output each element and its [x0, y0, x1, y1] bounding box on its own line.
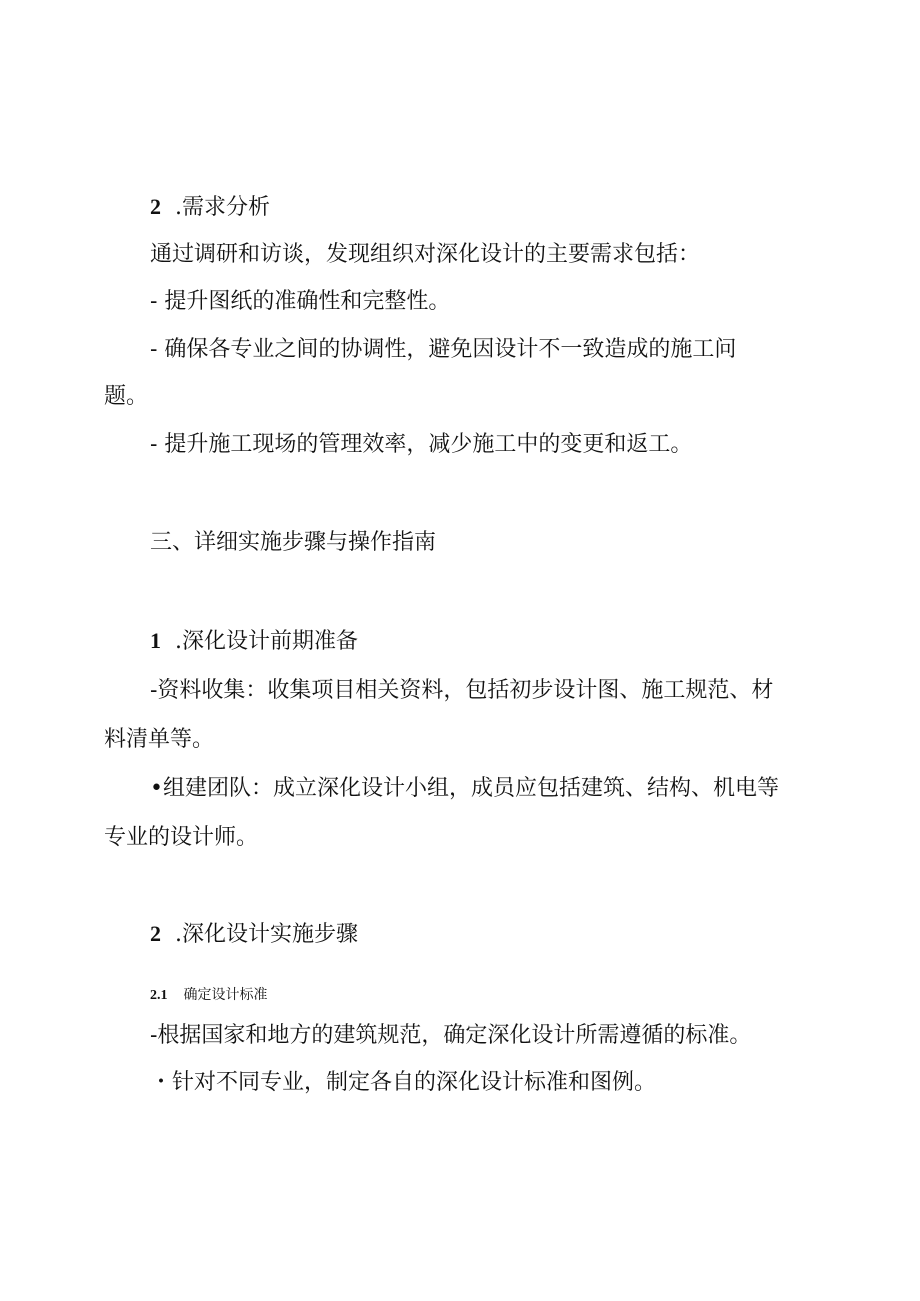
paragraph-line: -根据国家和地方的建筑规范，确定深化设计所需遵循的标准。	[150, 1023, 752, 1048]
step-title: .深化设计实施步骤	[175, 922, 358, 947]
paragraph-line-continuation: 专业的设计师。	[104, 825, 259, 850]
paragraph-intro: 通过调研和访谈，发现组织对深化设计的主要需求包括：	[150, 242, 701, 267]
paragraph-line-continuation: 料清单等。	[104, 727, 215, 752]
step-number: 2	[150, 921, 161, 946]
step-heading-preparation	[150, 627, 358, 656]
paragraph-line: -资料收集：收集项目相关资料，包括初步设计图、施工规范、材	[150, 678, 774, 703]
chapter-heading: 三、详细实施步骤与操作指南	[150, 530, 437, 555]
section-title: .需求分析	[175, 195, 270, 220]
subsection-heading	[150, 986, 268, 1005]
step-heading-implementation	[150, 920, 358, 949]
subsection-title: 确定设计标准	[183, 987, 268, 1003]
subsection-number: 2.1	[150, 988, 168, 1003]
paragraph-line: •组建团队：成立深化设计小组，成员应包括建筑、结构、机电等	[150, 776, 779, 801]
list-item: - 提升图纸的准确性和完整性。	[150, 289, 451, 314]
list-item-continuation: 题。	[104, 384, 149, 409]
list-item: - 确保各专业之间的协调性，避免因设计不一致造成的施工问	[150, 337, 737, 362]
step-title: .深化设计前期准备	[175, 629, 358, 654]
paragraph-line: ・针对不同专业，制定各自的深化设计标准和图例。	[150, 1070, 657, 1095]
section-number: 2	[150, 194, 161, 219]
step-number: 1	[150, 628, 161, 653]
section-heading-requirements	[150, 193, 270, 222]
list-item: - 提升施工现场的管理效率，减少施工中的变更和返工。	[150, 432, 693, 457]
